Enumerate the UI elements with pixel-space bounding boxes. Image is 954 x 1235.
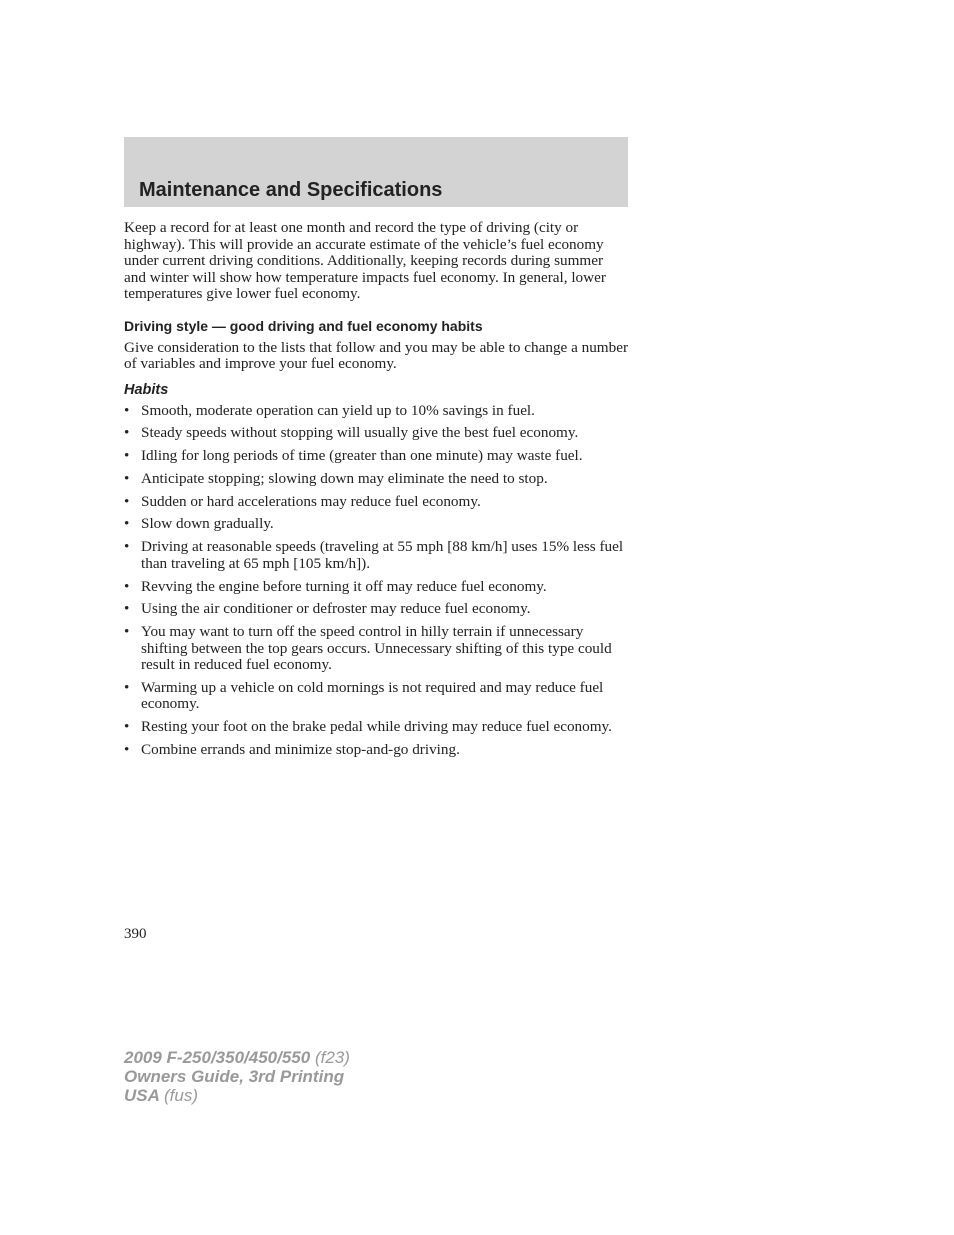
bullet-icon: • [124,623,130,641]
bullet-icon: • [124,600,130,618]
bullet-icon: • [124,538,130,556]
footer-printing-line: Owners Guide, 3rd Printing [124,1067,345,1086]
bullet-icon: • [124,424,130,442]
driving-style-paragraph: Give consideration to the lists that follow and you may be able to change a number of variables and improve your fuel economy. [124,338,629,372]
section-title: Maintenance and Specifications [139,179,443,201]
list-item [124,742,628,759]
list-item [124,680,628,713]
list-item-text: Smooth, moderate operation can yield up to 10% savings in fuel. [141,401,535,419]
page-content [124,220,628,765]
list-item [124,448,628,465]
list-item-text: Steady speeds without stopping will usually give the best fuel economy. [141,424,579,442]
list-item [124,425,628,442]
list-item-text: Resting your foot on the brake pedal while driving may reduce fuel economy. [141,718,612,736]
list-item-text: Using the air conditioner or defroster may reduce fuel economy. [141,600,531,618]
habits-heading: Habits [124,381,169,398]
bullet-icon: • [124,577,130,595]
bullet-icon: • [124,741,130,759]
list-item-text: Combine errands and minimize stop-and-go driving. [141,741,460,759]
list-item [124,494,628,511]
habits-list [124,403,628,759]
list-item [124,539,628,572]
bullet-icon: • [124,718,130,736]
bullet-icon: • [124,515,130,533]
list-item [124,516,628,533]
footer-market: USA [124,1086,160,1105]
footer-model: 2009 F-250/350/450/550 [124,1048,311,1067]
list-item-text: Warming up a vehicle on cold mornings is not required and may reduce fuel economy. [141,678,604,713]
bullet-icon: • [124,447,130,465]
footer-model-line [124,1048,350,1067]
list-item [124,579,628,596]
list-item [124,624,628,674]
footer-market-code: (fus) [164,1086,198,1105]
list-item [124,403,628,420]
intro-paragraph: Keep a record for at least one month and record the type of driving (city or highway). This will provide an accurate estimate of the vehicle’s fuel economy under current driving conditions. Additionally, keeping records during summer and winter will show how temperature impacts fuel economy. In general, lower temperatures give lower fuel economy. [124,219,606,302]
list-item-text: Sudden or hard accelerations may reduce fuel economy. [141,492,481,510]
section-header-band [124,137,628,207]
footer-model-code: (f23) [314,1048,350,1067]
bullet-icon: • [124,469,130,487]
list-item-text: Revving the engine before turning it off may reduce fuel economy. [141,577,547,595]
list-item-text: Slow down gradually. [141,515,274,533]
footer-market-line [124,1086,350,1105]
bullet-icon: • [124,678,130,696]
driving-style-heading: Driving style — good driving and fuel economy habits [124,317,483,334]
list-item [124,719,628,736]
list-item-text: Anticipate stopping; slowing down may eliminate the need to stop. [141,469,548,487]
list-item [124,471,628,488]
list-item-text: Driving at reasonable speeds (traveling at 55 mph [88 km/h] uses 15% less fuel than traveling at 65 mph [105 km/h]). [141,538,624,572]
page-number: 390 [124,926,147,942]
list-item-text: Idling for long periods of time (greater than one minute) may waste fuel. [141,447,583,465]
document-footer [124,1048,350,1105]
list-item [124,601,628,618]
bullet-icon: • [124,401,130,419]
bullet-icon: • [124,492,130,510]
list-item-text: You may want to turn off the speed control in hilly terrain if unnecessary shifting between the top gears occurs. Unnecessary shifting of this type could result in reduced fuel economy. [141,623,612,674]
